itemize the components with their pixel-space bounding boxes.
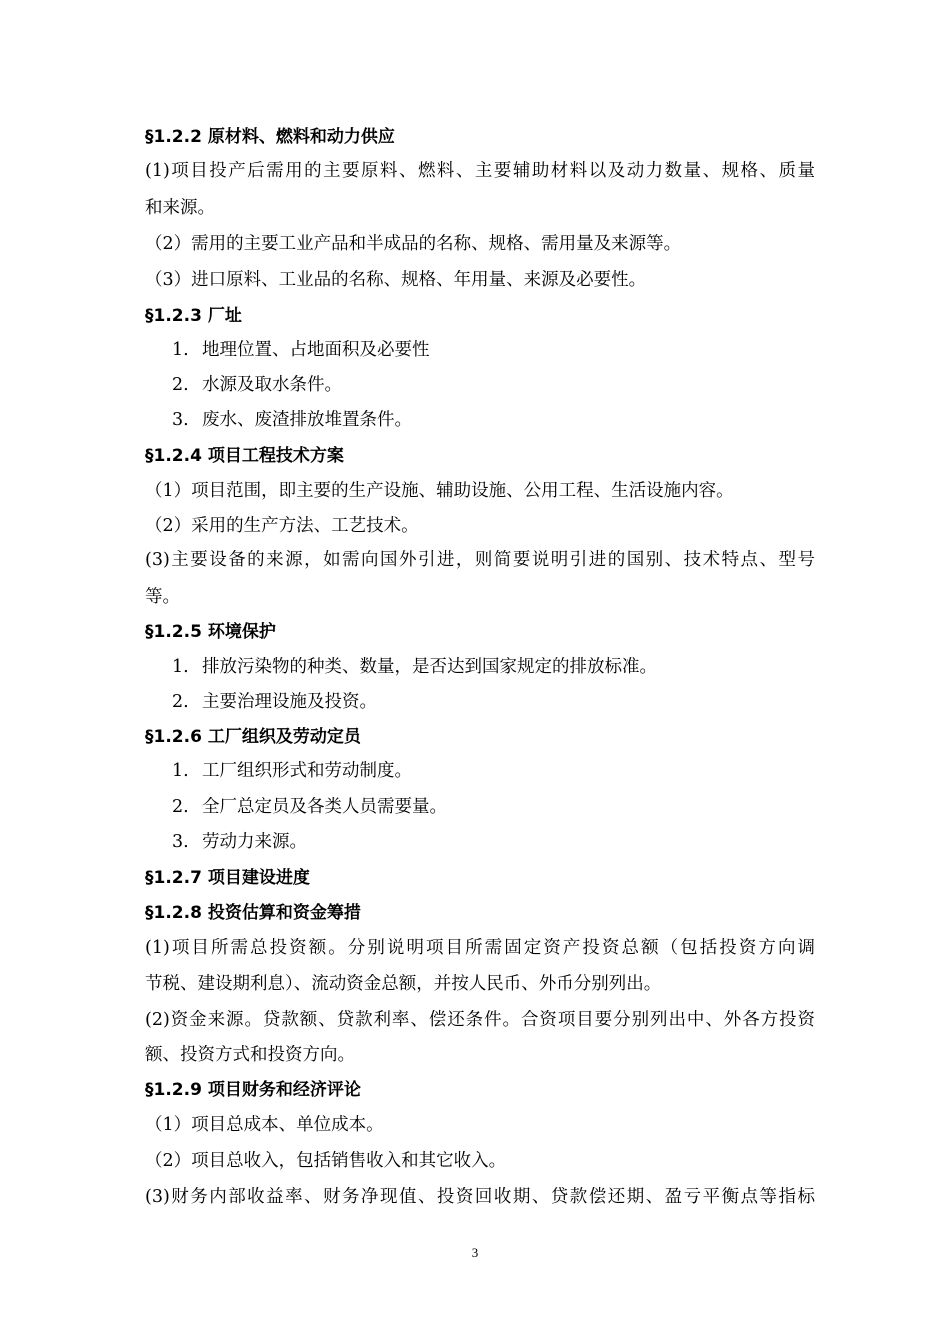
- list-item: 1. 排放污染物的种类、数量，是否达到国家规定的排放标准。: [172, 657, 657, 677]
- list-item: 3. 废水、废渣排放堆置条件。: [172, 410, 412, 430]
- list-item: 3. 劳动力来源。: [172, 832, 307, 852]
- section-heading-1-2-4: §1.2.4 项目工程技术方案: [145, 446, 344, 466]
- section-heading-1-2-2: §1.2.2 原材料、燃料和动力供应: [145, 127, 395, 147]
- section-heading-1-2-6: §1.2.6 工厂组织及劳动定员: [145, 727, 361, 747]
- paragraph-line: （3）进口原料、工业品的名称、规格、年用量、来源及必要性。: [145, 270, 647, 290]
- list-item: 2. 水源及取水条件。: [172, 375, 342, 395]
- paragraph-line: 和来源。: [145, 198, 215, 218]
- paragraph-line: (1)项目投产后需用的主要原料、燃料、主要辅助材料以及动力数量、规格、质量: [145, 161, 815, 181]
- list-item: 1. 工厂组织形式和劳动制度。: [172, 761, 412, 781]
- paragraph-line: （1）项目范围，即主要的生产设施、辅助设施、公用工程、生活设施内容。: [145, 481, 734, 501]
- list-item: 2. 全厂总定员及各类人员需要量。: [172, 797, 447, 817]
- paragraph-line: （1）项目总成本、单位成本。: [145, 1115, 384, 1135]
- paragraph-line: 等。: [145, 587, 180, 607]
- paragraph-line: (1)项目所需总投资额。分别说明项目所需固定资产投资总额（包括投资方向调: [145, 938, 815, 958]
- section-heading-1-2-9: §1.2.9 项目财务和经济评论: [145, 1080, 361, 1100]
- list-item: 1. 地理位置、占地面积及必要性: [172, 340, 430, 360]
- section-heading-1-2-5: §1.2.5 环境保护: [145, 622, 276, 642]
- section-heading-1-2-3: §1.2.3 厂址: [145, 306, 242, 326]
- page-number: 3: [471, 1245, 479, 1260]
- paragraph-line: 节税、建设期利息）、流动资金总额，并按人民币、外币分别列出。: [145, 974, 662, 994]
- paragraph-line: (3)主要设备的来源，如需向国外引进，则简要说明引进的国别、技术特点、型号: [145, 550, 815, 570]
- paragraph-line: (3)财务内部收益率、财务净现值、投资回收期、贷款偿还期、盈亏平衡点等指标: [145, 1187, 815, 1207]
- paragraph-line: 额、投资方式和投资方向。: [145, 1045, 355, 1065]
- paragraph-line: (2)资金来源。贷款额、贷款利率、偿还条件。合资项目要分别列出中、外各方投资: [145, 1010, 815, 1030]
- section-heading-1-2-8: §1.2.8 投资估算和资金筹措: [145, 903, 361, 923]
- list-item: 2. 主要治理设施及投资。: [172, 692, 377, 712]
- paragraph-line: （2）需用的主要工业产品和半成品的名称、规格、需用量及来源等。: [145, 234, 682, 254]
- paragraph-line: （2）采用的生产方法、工艺技术。: [145, 516, 419, 536]
- paragraph-line: （2）项目总收入，包括销售收入和其它收入。: [145, 1151, 507, 1171]
- section-heading-1-2-7: §1.2.7 项目建设进度: [145, 868, 310, 888]
